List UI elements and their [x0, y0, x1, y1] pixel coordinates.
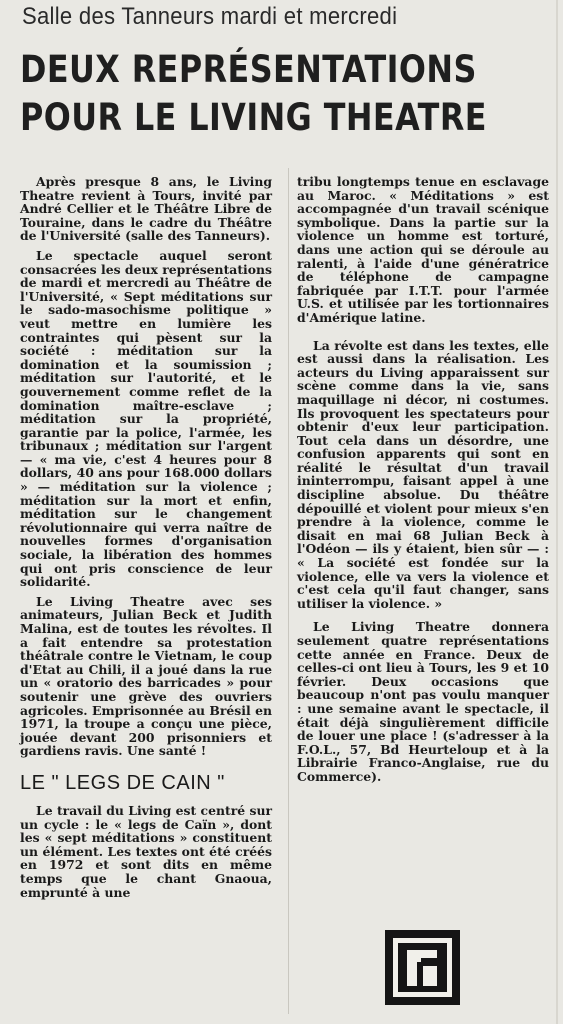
headline-line-1: DEUX REPRÉSENTATIONS	[20, 48, 477, 91]
paragraph-travail: Le travail du Living est centré sur un cycle : le « legs de Caïn », dont les « sept méditations » constituent un élément. Les textes ont été créés en 1972 et sont dits en même temps que le chant Gnaoua, emprunté à une	[20, 802, 272, 900]
section-subhead: LE " LEGS DE CAIN "	[20, 771, 225, 794]
paragraph-intro: Après presque 8 ans, le Living Theatre revient à Tours, invité par André Cellier et le Théâtre Libre de Touraine, dans le cadre du Théâtre de l'Université (salle des Tanneurs).	[20, 174, 272, 244]
paragraph-revolte: La révolte est dans les textes, elle est aussi dans la réalisation. Les acteurs du Living apparaissent sur scène comme dans la vie, sans maquillage ni décor, ni costumes. Ils provoquent les spectateurs pour obtenir d'eux leur participation. Tout cela dans un désordre, une confusion apparents qui sont en réalité le résultat d'un travail ininterrompu, faisant appel à une discipline absolue. Du théâtre dépouillé et violent pour mieux s'en prendre à la violence, comme le disait en mai 68 Julian Beck à l'Odéon — ils y étaient, bien sûr — : « La société est fondée sur la violence, elle va vers la violence et c'est cela qu'il faut changer, sans utiliser la violence. »	[297, 337, 549, 611]
paragraph-spectacle: Le spectacle auquel seront consacrées les deux représentations de mardi et mercredi au Théâtre de l'Université, « Sept méditations sur le sado-masochisme politique » veut mettre en lumière les contraintes qui pèsent sur la société : méditation sur la domination et la soumission ; méditation sur l'autorité, et le gouvernement comme reflet de la domination maître-esclave ; méditation sur la propriété, garantie par la police, l'armée, les tribunaux ; méditation sur l'argent — « ma vie, c'est 4 heures pour 8 dollars, 40 ans pour 168.000 dollars » — méditation sur la violence ; méditation sur la mort et enfin, méditation sur le changement révolutionnaire qui verra naître de nouvelles formes d'organisation sociale, la libération des hommes qui ont pris conscience de leur solidarité.	[20, 247, 272, 590]
headline-line-2: POUR LE LIVING THEATRE	[20, 96, 487, 139]
paragraph-revoltes: Le Living Theatre avec ses animateurs, Julian Beck et Judith Malina, est de toutes les révoltes. Il a fait entendre sa protestation théâtrale contre le Vietnam, le coup d'Etat au Chili, il a joué dans la rue un « oratorio des barricades » pour soutenir une grève des ouvriers agricoles. Emprisonnée au Brésil en 1971, la troupe a conçu une pièce, jouée devant 200 prisonniers et gardiens ravis. Une santé !	[20, 593, 272, 759]
column-divider	[288, 168, 289, 1014]
article-column-2	[297, 175, 549, 784]
paragraph-representations: Le Living Theatre donnera seulement quatre représentations cette année en France. Deux de celles-ci ont lieu à Tours, les 9 et 10 février. Deux occasions que beaucoup n'ont pas voulu manquer : une semaine avant le spectacle, il était déjà singulièrement difficile de louer une place ! (s'adresser à la F.O.L., 57, Bd Heurteloup et à la Librairie Franco-Anglaise, rue du Commerce).	[297, 619, 549, 784]
paragraph-tribu: tribu longtemps tenue en esclavage au Maroc. « Méditations » est accompagnée d'un travail scénique symbolique. Dans la partie sur la violence un homme est torturé, dans une action qui se déroule au ralenti, à l'aide d'une génératrice de téléphone de campagne fabriquée par I.T.T. pour l'armée U.S. et utilisée par les tortionnaires d'Amérique latine.	[297, 174, 549, 325]
headline	[20, 46, 487, 142]
kicker-line: Salle des Tanneurs mardi et mercredi	[22, 3, 398, 30]
article-column-1	[20, 175, 272, 899]
page-edge	[556, 0, 558, 1024]
theatre-logo-icon	[385, 930, 460, 1005]
